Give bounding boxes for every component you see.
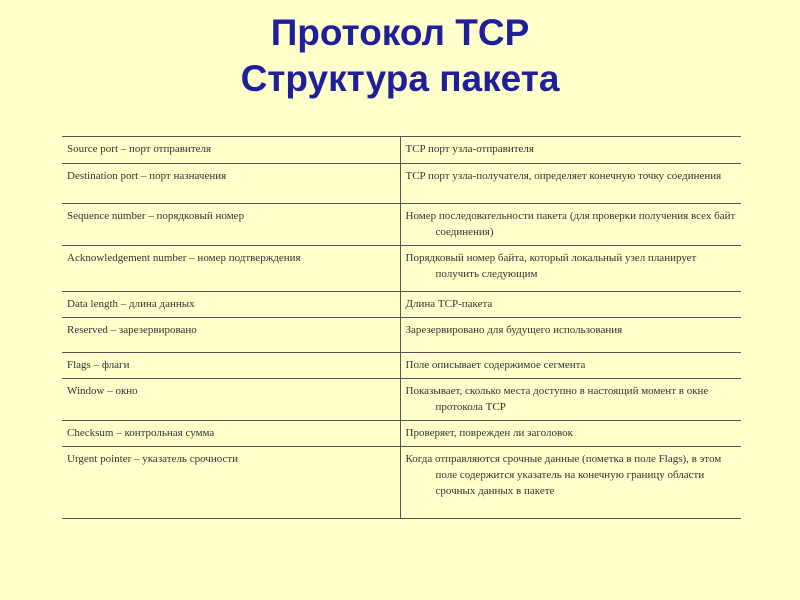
field-name-cell: Sequence number – порядковый номер <box>62 204 400 246</box>
table-row <box>62 318 741 353</box>
table-row <box>62 164 741 204</box>
field-name-cell: Window – окно <box>62 379 400 421</box>
table-row <box>62 137 741 164</box>
table-row <box>62 379 741 421</box>
field-description-cell: Зарезервировано для будущего использования <box>400 318 741 353</box>
slide-title <box>0 10 800 102</box>
field-description-cell: Порядковый номер байта, который локальный узел планирует получить следующим <box>400 246 741 292</box>
field-description-cell: Когда отправляются срочные данные (пометка в поле Flags), в этом поле содержится указатель на конечную границу области срочных данных в пакете <box>400 447 741 519</box>
field-name-cell: Destination port – порт назначения <box>62 164 400 204</box>
field-description-cell: Поле описывает содержимое сегмента <box>400 353 741 379</box>
table-row <box>62 292 741 318</box>
table-row <box>62 204 741 246</box>
field-description-cell: Длина TCP-пакета <box>400 292 741 318</box>
field-name-cell: Source port – порт отправителя <box>62 137 400 164</box>
field-description-cell: TCP порт узла-получателя, определяет конечную точку соединения <box>400 164 741 204</box>
tcp-header-table <box>62 136 741 519</box>
field-name-cell: Reserved – зарезервировано <box>62 318 400 353</box>
table-row <box>62 421 741 447</box>
field-name-cell: Checksum – контрольная сумма <box>62 421 400 447</box>
field-description-cell: Показывает, сколько места доступно в настоящий момент в окне протокола TCP <box>400 379 741 421</box>
table-row <box>62 353 741 379</box>
field-description-cell: Номер последовательности пакета (для проверки получения всех байт соединения) <box>400 204 741 246</box>
field-description-cell: Проверяет, поврежден ли заголовок <box>400 421 741 447</box>
field-name-cell: Flags – флаги <box>62 353 400 379</box>
field-name-cell: Urgent pointer – указатель срочности <box>62 447 400 519</box>
table-row <box>62 447 741 519</box>
field-name-cell: Acknowledgement number – номер подтверждения <box>62 246 400 292</box>
title-line-1: Протокол TCP <box>270 12 530 53</box>
field-description-cell: TCP порт узла-отправителя <box>400 137 741 164</box>
table-row <box>62 246 741 292</box>
title-line-2: Структура пакета <box>240 58 560 99</box>
field-name-cell: Data length – длина данных <box>62 292 400 318</box>
